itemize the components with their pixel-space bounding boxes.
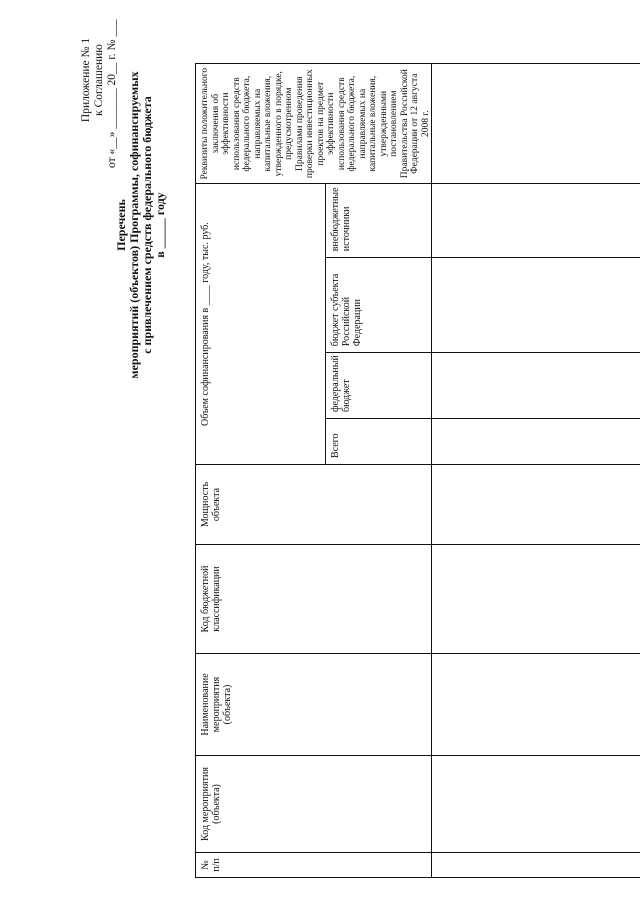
- header-name: Наименование мероприятия (объекта): [196, 654, 432, 756]
- header-budget-code: Код бюджетной классификации: [196, 545, 432, 654]
- subheader-total: Всего: [326, 419, 432, 465]
- table-cell: [432, 853, 640, 878]
- title-line-3: с привлечением средств федерального бюджета: [140, 96, 154, 354]
- annex-header: [80, 19, 118, 168]
- annex-number: Приложение № 1: [80, 37, 92, 123]
- table-row: [432, 64, 640, 878]
- header-volume: Объем софинансирования в ____ году, тыс. руб.: [196, 184, 326, 465]
- table-cell: [432, 64, 640, 184]
- subheader-extra: внебюджетные источники: [326, 184, 432, 258]
- header-capacity: Мощность объекта: [196, 465, 432, 545]
- table-cell: [432, 545, 640, 654]
- annex-agreement: к Соглашению: [93, 44, 105, 116]
- header-requisites: Реквизиты положительного заключения об эффективности использования средств федерального бюджета, направляемых на капитальные вложения, утвержденного в порядке, предусмотренном Правилами проведения проверки инвестиционных проектов на предмет эффективности использования средств федерального бюджета, направляемых на капитальные вложения, утвержденными постановлением Правительства Российской Федерации от 12 августа 2008 г.: [196, 64, 432, 184]
- table-cell: [432, 353, 640, 419]
- subheader-federal: федеральный бюджет: [326, 353, 432, 419]
- table-cell: [432, 756, 640, 853]
- table-cell: [432, 654, 640, 756]
- document-title: [115, 0, 167, 455]
- table-cell: [432, 184, 640, 258]
- table-cell: [432, 465, 640, 545]
- table-cell: [432, 419, 640, 465]
- header-number: № п/п: [196, 853, 432, 878]
- measures-table: [195, 63, 640, 878]
- title-line-1: Перечень: [114, 199, 128, 251]
- annex-date-line: от «__» _______ 20__ г. № ___: [106, 19, 118, 168]
- header-code: Код мероприятия (объекта): [196, 756, 432, 853]
- title-line-2: мероприятий (объектов) Программы, софинансируемых: [127, 71, 141, 379]
- subheader-regional: бюджет субъекта Российской Федерации: [326, 258, 432, 353]
- title-line-4: в _____ году: [153, 192, 167, 258]
- table-cell: [432, 258, 640, 353]
